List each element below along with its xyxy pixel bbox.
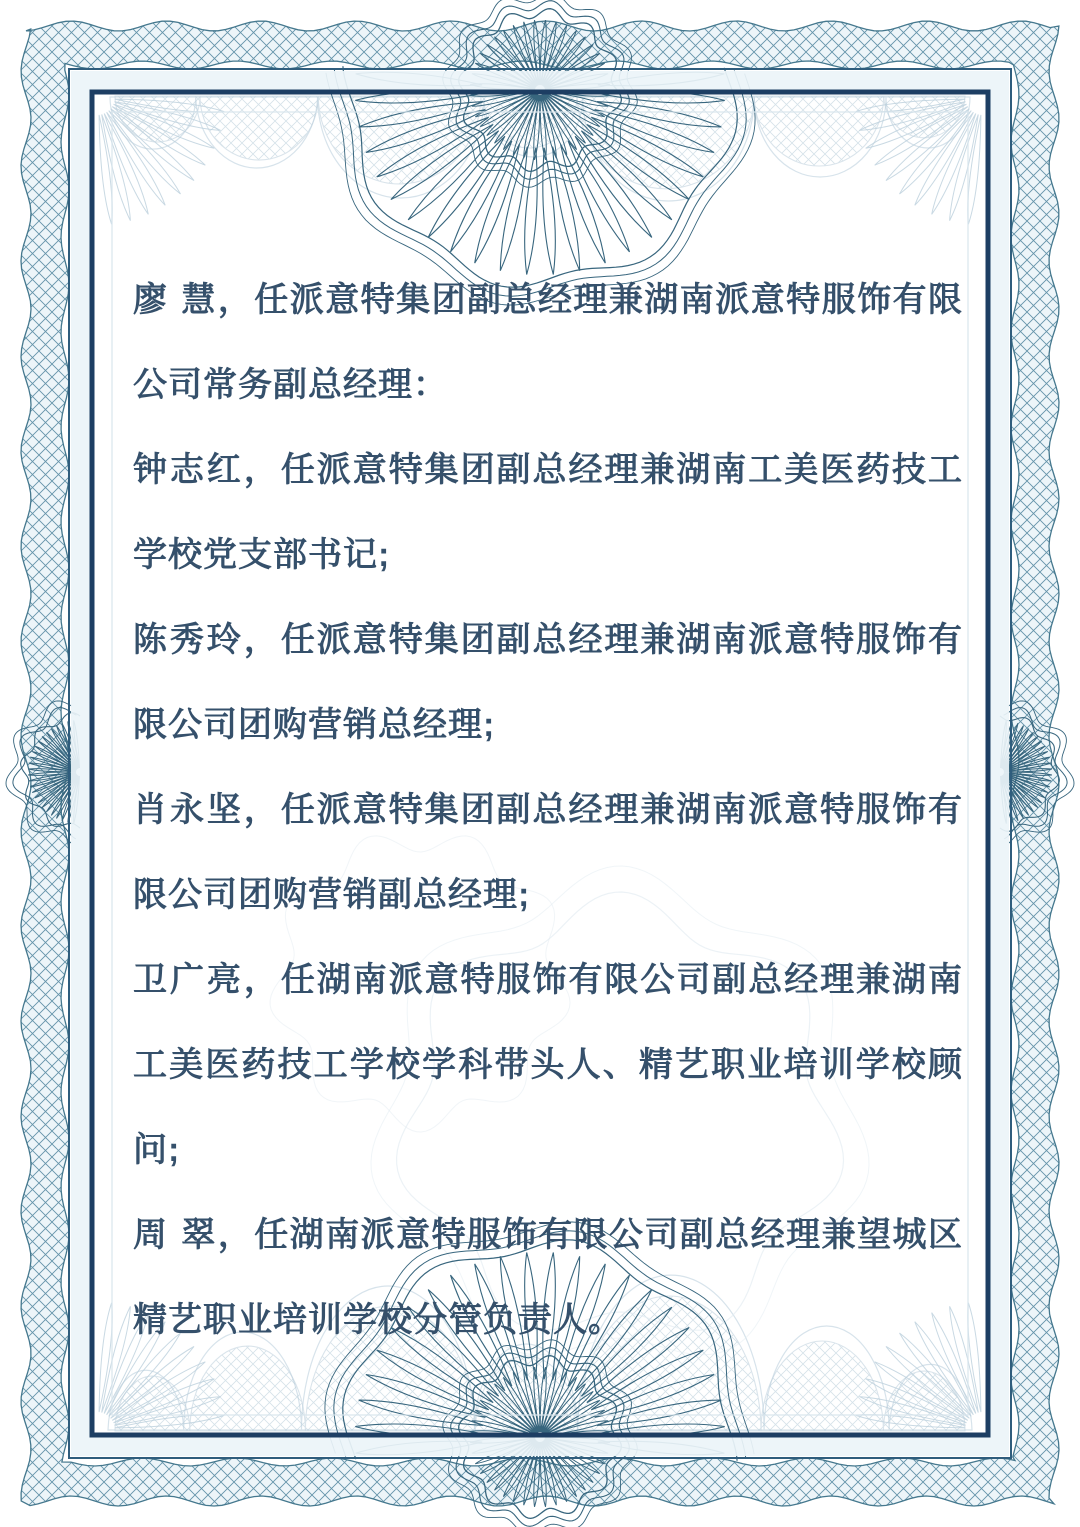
person-duty: 任派意特集团副总经理兼湖南派意特服饰有限公司团购营销副总经理; (133, 791, 964, 914)
appointment-paragraph (133, 598, 963, 768)
person-name: 陈秀玲， (133, 621, 281, 659)
appointment-paragraph (133, 938, 963, 1193)
person-duty: 任派意特集团副总经理兼湖南派意特服饰有限公司团购营销总经理; (133, 621, 964, 744)
appointment-paragraph (133, 1193, 963, 1363)
person-name: 肖永坚， (133, 791, 281, 829)
person-name: 卫广亮， (133, 961, 281, 999)
person-name: 周 翠， (133, 1216, 255, 1254)
appointment-text-block (133, 258, 963, 1363)
appointment-paragraph (133, 768, 963, 938)
appointment-paragraph (133, 428, 963, 598)
person-duty: 任湖南派意特服饰有限公司副总经理兼湖南工美医药技工学校学科带头人、精艺职业培训学校顾问; (133, 961, 964, 1169)
person-duty: 任派意特集团副总经理兼湖南派意特服饰有限公司常务副总经理： (133, 281, 963, 404)
person-name: 廖 慧， (133, 281, 255, 319)
person-duty: 任派意特集团副总经理兼湖南工美医药技工学校党支部书记; (133, 451, 964, 574)
person-duty: 任湖南派意特服饰有限公司副总经理兼望城区精艺职业培训学校分管负责人。 (133, 1216, 963, 1339)
person-name: 钟志红， (133, 451, 281, 489)
appointment-paragraph (133, 258, 963, 428)
